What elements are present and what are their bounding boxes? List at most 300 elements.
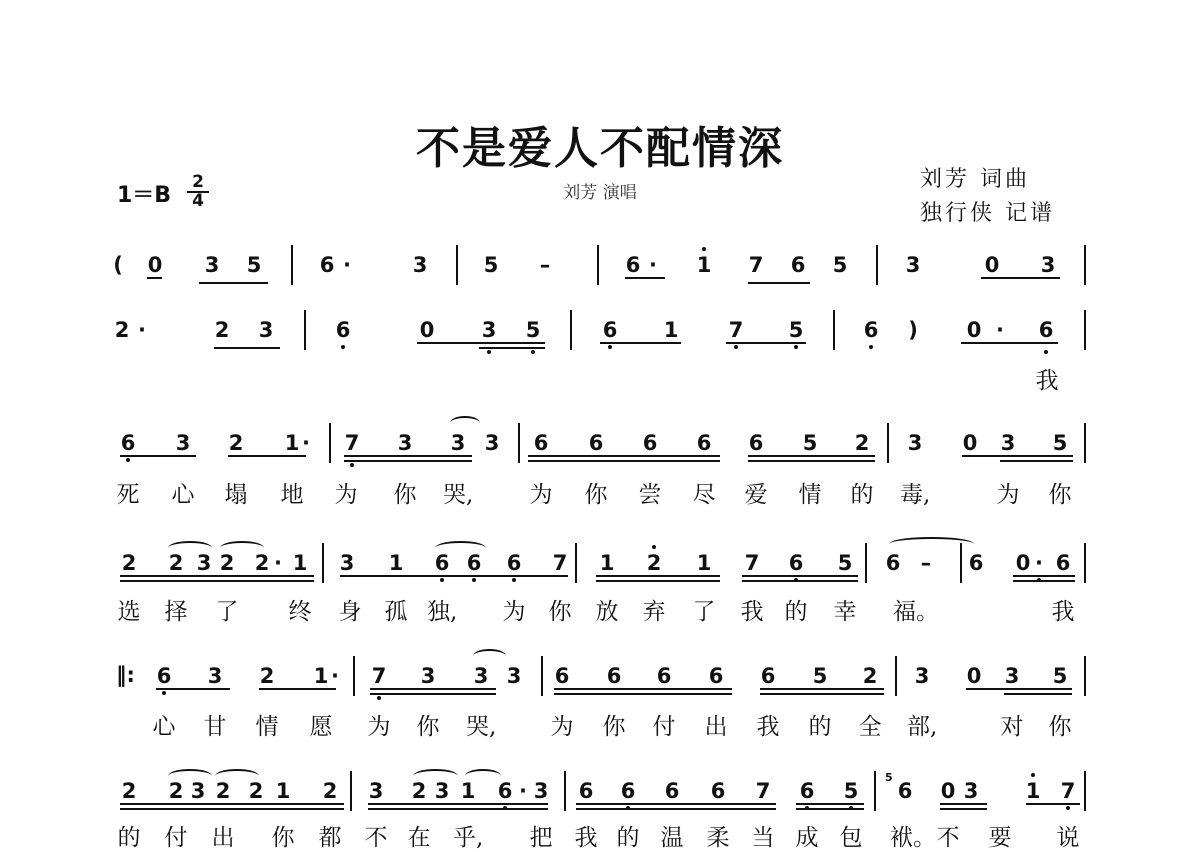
note: 3 [907,431,923,455]
tie-arc [215,769,259,783]
note: 1 [460,779,476,803]
tie-arc [168,541,212,555]
barline [1084,423,1086,463]
tie-arc [473,649,506,663]
note: 7 [1056,779,1080,803]
note: 1 [696,551,712,575]
note: · [519,779,527,803]
tie-arc [435,541,486,555]
lyric-syllable: 哭, [443,482,474,508]
tie-arc [413,769,458,783]
barline [329,423,331,463]
lyric-syllable: 部, [907,714,938,740]
duration-underline [156,688,230,690]
duration-underline [742,575,858,577]
note: 1 [692,253,716,277]
note: 7 [552,551,568,575]
note: 6 [795,779,819,803]
note: 3 [1004,664,1020,688]
lyric-syllable: 地 [280,482,304,508]
barline [865,543,867,583]
note: 6 [116,431,140,455]
note: 3 [1040,253,1056,277]
duration-underline [760,693,884,695]
lyric-syllable: 为 [529,482,553,508]
note: 1 [1021,779,1045,803]
note: 7 [340,431,364,455]
duration-underline [528,460,720,462]
duration-underline [340,575,568,577]
duration-underline [370,688,496,690]
duration-underline [726,342,806,344]
barline [1084,310,1086,350]
note: 6 [430,551,454,575]
note: 3 [533,779,549,803]
note: 5 [837,551,853,575]
note: 6 [502,551,526,575]
duration-underline [228,455,306,457]
octave-up-dot [702,247,706,251]
lyric-syllable: 死 [116,482,140,508]
note: 3 [1000,431,1016,455]
lyric-syllable: 温 [660,825,684,851]
note: 5 [832,253,848,277]
note: 6 [664,779,680,803]
note: 6 [606,664,622,688]
note: 1 [275,779,291,803]
note: 0 [966,664,982,688]
note: · [274,551,282,575]
note: 6 [859,318,883,342]
lyric-syllable: 愿 [309,714,333,740]
note: 3 [207,664,223,688]
lyric-syllable: 在 [407,825,431,851]
barline [575,543,577,583]
lyric-syllable: 我 [574,825,598,851]
note: 3 [420,664,436,688]
tie-arc [220,541,264,555]
lyric-syllable: 心 [171,482,195,508]
duration-underline [368,808,548,810]
duration-underline [940,808,987,810]
parenthesis: ( [113,253,123,277]
barline [518,423,520,463]
note: 0 [940,779,956,803]
duration-underline [961,342,1058,344]
lyric-syllable: 为 [367,714,391,740]
note: · [343,253,351,277]
duration-underline [554,688,732,690]
duration-underline [962,455,1073,457]
octave-down-dot [531,350,535,354]
note: 3 [397,431,413,455]
tie-arc [450,416,480,430]
duration-underline [596,575,720,577]
lyric-syllable: 你 [602,714,626,740]
note: 5 [812,664,828,688]
lyric-syllable: 独, [427,599,458,625]
note: 6 [897,779,913,803]
duration-underline [748,460,875,462]
note: 6 [696,431,712,455]
duration-underline [259,688,336,690]
lyric-syllable: 福。 [893,599,939,625]
barline [541,656,543,696]
barline [597,245,599,285]
lyric-syllable: 的 [117,825,141,851]
note: 6 [331,318,355,342]
lyric-syllable: 出 [704,714,728,740]
lyric-syllable: 不 [936,825,960,851]
duration-underline [625,277,665,279]
note: 1 [313,664,329,688]
note: 2 [248,779,264,803]
note: 2 [168,551,184,575]
note: · [302,431,310,455]
note: 6 [760,664,776,688]
note: 0 [966,318,982,342]
note: 3 [484,431,500,455]
duration-underline [600,342,681,344]
barline [304,310,306,350]
note: 0 [962,431,978,455]
lyric-syllable: 了 [215,599,239,625]
duration-underline [1004,693,1072,695]
lyric-syllable: 选 [117,599,141,625]
note: 2 [121,551,137,575]
lyric-syllable: 不 [364,825,388,851]
lyric-syllable: 要 [988,825,1012,851]
note: 3 [368,779,384,803]
lyric-syllable: 终 [288,599,312,625]
note: 6 [885,551,901,575]
duration-underline [147,277,162,279]
duration-underline [199,282,268,284]
lyric-syllable: 你 [548,599,572,625]
note: 3 [905,253,921,277]
lyric-syllable: 包 [839,825,863,851]
lyric-syllable: 哭, [466,714,497,740]
lyric-syllable: 身 [338,599,362,625]
note: 2 [322,779,338,803]
note: 6 [1034,318,1058,342]
lyric-syllable: 你 [416,714,440,740]
duration-underline [554,693,732,695]
note: 3 [506,664,522,688]
barline [874,771,876,811]
octave-down-dot [1066,806,1070,810]
barline [895,656,897,696]
octave-down-dot [512,578,516,582]
note: 6 [784,551,808,575]
octave-down-dot [869,345,873,349]
lyric-syllable: 爱 [744,482,768,508]
note: 3 [204,253,220,277]
time-signature-top: 2 [192,172,204,192]
duration-underline [940,803,987,805]
lyric-syllable: 幸 [833,599,857,625]
lyric-syllable: 情 [255,714,279,740]
barline [291,245,293,285]
lyric-syllable: 孤 [384,599,408,625]
octave-down-dot [472,578,476,582]
duration-underline [1013,580,1075,582]
lyric-syllable: 的 [808,714,832,740]
barline [887,423,889,463]
duration-underline [120,575,314,577]
duration-underline [981,277,1060,279]
duration-underline [528,455,720,457]
note: 2 [219,551,235,575]
note: · [649,253,657,277]
singer-credit: 刘芳 演唱 [563,183,637,203]
duration-underline [417,342,545,344]
lyric-syllable: 为 [334,482,358,508]
note: 2 [215,779,231,803]
octave-down-dot [341,345,345,349]
lyric-syllable: 尽 [692,482,716,508]
song-title: 不是爱人不配情深 [416,123,784,174]
duration-underline [966,688,1072,690]
octave-down-dot [794,345,798,349]
note: 6 [578,779,594,803]
note: 3 [434,779,450,803]
lyric-syllable: 为 [550,714,574,740]
note: 5 [1052,664,1068,688]
note: 6 [625,253,641,277]
note: 1 [388,551,404,575]
note: 3 [196,551,212,575]
note: 3 [258,318,274,342]
note: 2 [862,664,878,688]
note: 1 [284,431,300,455]
barline [322,543,324,583]
note: · [996,318,1004,342]
tie-arc [168,769,212,783]
lyric-syllable: 尝 [638,482,662,508]
note: 3 [473,664,489,688]
note: 3 [450,431,466,455]
note: · [1027,551,1051,575]
notation-credit: 独行侠 记谱 [920,201,1055,226]
note: 2 [228,431,244,455]
note: 6 [588,431,604,455]
note: 0 [984,253,1000,277]
note: 6 [708,664,724,688]
note: 5 [521,318,545,342]
duration-underline [120,455,196,457]
note: 1 [599,551,615,575]
note: 0 [1015,551,1031,575]
note: 6 [319,253,335,277]
note: 5 [802,431,818,455]
lyric-syllable: 你 [1048,714,1072,740]
octave-down-dot [350,463,354,467]
note: 0 [419,318,435,342]
note: – [539,253,551,277]
note: 2 [642,551,666,575]
lyric-syllable: 全 [858,714,882,740]
composer-credit: 刘芳 词曲 [920,167,1030,192]
grace-note: 5 [885,771,893,784]
lyric-syllable: 弃 [642,599,666,625]
barline [1084,771,1086,811]
repeat-start-sign: ‖: [116,663,135,687]
note: 1 [663,318,679,342]
note: 5 [483,253,499,277]
duration-underline [344,455,472,457]
note: 6 [748,431,764,455]
lyric-syllable: 都 [318,825,342,851]
note: 7 [744,551,760,575]
barline [1084,543,1086,583]
tie-arc [889,537,974,551]
duration-underline [368,803,548,805]
note: 6 [1055,551,1071,575]
octave-down-dot [440,578,444,582]
time-signature [187,174,209,210]
duration-underline [576,803,776,805]
lyric-syllable: 你 [584,482,608,508]
note: 3 [963,779,979,803]
note: 5 [246,253,262,277]
barline [456,245,458,285]
lyric-syllable: 甘 [203,714,227,740]
note: 3 [412,253,428,277]
lyric-syllable: 心 [152,714,176,740]
duration-underline [1026,803,1080,805]
duration-underline [576,808,776,810]
lyric-syllable: 对 [1000,714,1024,740]
note: 5 [839,779,863,803]
barline [876,245,878,285]
lyric-syllable: 成 [795,825,819,851]
note: 6 [598,318,622,342]
lyric-syllable: 把 [529,825,553,851]
duration-underline [479,347,545,349]
lyric-syllable: 的 [850,482,874,508]
note: – [920,551,932,575]
note: 2 [411,779,427,803]
note: 3 [914,664,930,688]
note: 2 [259,664,275,688]
octave-down-dot [1044,350,1048,354]
lyric-syllable: 你 [1048,482,1072,508]
note: 5 [1052,431,1068,455]
duration-underline [742,580,858,582]
octave-down-dot [487,350,491,354]
barline [353,656,355,696]
lyric-syllable: 为 [996,482,1020,508]
note: · [138,318,146,342]
lyric-syllable: 出 [211,825,235,851]
note: 0 [147,253,163,277]
note: 2 [121,779,137,803]
note: 7 [755,779,771,803]
lyric-syllable: 你 [271,825,295,851]
barline [833,310,835,350]
duration-underline [120,808,344,810]
note: 6 [493,779,517,803]
tie-arc [465,769,501,783]
lyric-syllable: 付 [652,714,676,740]
lyric-syllable: 择 [164,599,188,625]
note: 6 [533,431,549,455]
duration-underline [1013,575,1075,577]
duration-underline [214,347,280,349]
note: 5 [784,318,808,342]
lyric-syllable: 你 [393,482,417,508]
octave-down-dot [608,345,612,349]
note: 7 [724,318,748,342]
barline [564,771,566,811]
lyric-syllable: 塌 [224,482,248,508]
duration-underline [370,693,496,695]
octave-down-dot [126,458,130,462]
note: 3 [477,318,501,342]
note: 2 [254,551,270,575]
note: 6 [790,253,806,277]
octave-down-dot [162,691,166,695]
duration-underline [796,808,864,810]
note: 6 [710,779,726,803]
barline [350,771,352,811]
note: 6 [642,431,658,455]
note: 7 [367,664,391,688]
barline [1084,656,1086,696]
duration-underline [596,580,720,582]
note: 6 [616,779,640,803]
note: 6 [152,664,176,688]
note: 6 [462,551,486,575]
lyric-syllable: 我 [1035,368,1059,394]
duration-underline [748,282,810,284]
octave-down-dot [734,345,738,349]
duration-underline [760,688,884,690]
note: 6 [554,664,570,688]
barline [570,310,572,350]
octave-up-dot [1031,773,1035,777]
lyric-syllable: 我 [756,714,780,740]
lyric-syllable: 的 [616,825,640,851]
note: 2 [214,318,230,342]
duration-underline [748,455,875,457]
octave-down-dot [377,696,381,700]
note: 2 [854,431,870,455]
note: 6 [968,551,984,575]
duration-underline [1000,460,1073,462]
note: 2 [168,779,184,803]
lyric-syllable: 袱。 [890,825,936,851]
duration-underline [120,803,344,805]
note: 1 [292,551,308,575]
lyric-syllable: 情 [798,482,822,508]
barline [1084,245,1086,285]
lyric-syllable: 我 [1051,599,1075,625]
lyric-syllable: 柔 [706,825,730,851]
lyric-syllable: 的 [784,599,808,625]
lyric-syllable: 我 [740,599,764,625]
lyric-syllable: 付 [164,825,188,851]
note: 3 [175,431,191,455]
lyric-syllable: 当 [751,825,775,851]
lyric-syllable: 毒, [900,482,931,508]
lyric-syllable: 放 [595,599,619,625]
parenthesis: ) [908,318,918,342]
duration-underline [120,580,314,582]
note: 6 [656,664,672,688]
lyric-syllable: 为 [502,599,526,625]
